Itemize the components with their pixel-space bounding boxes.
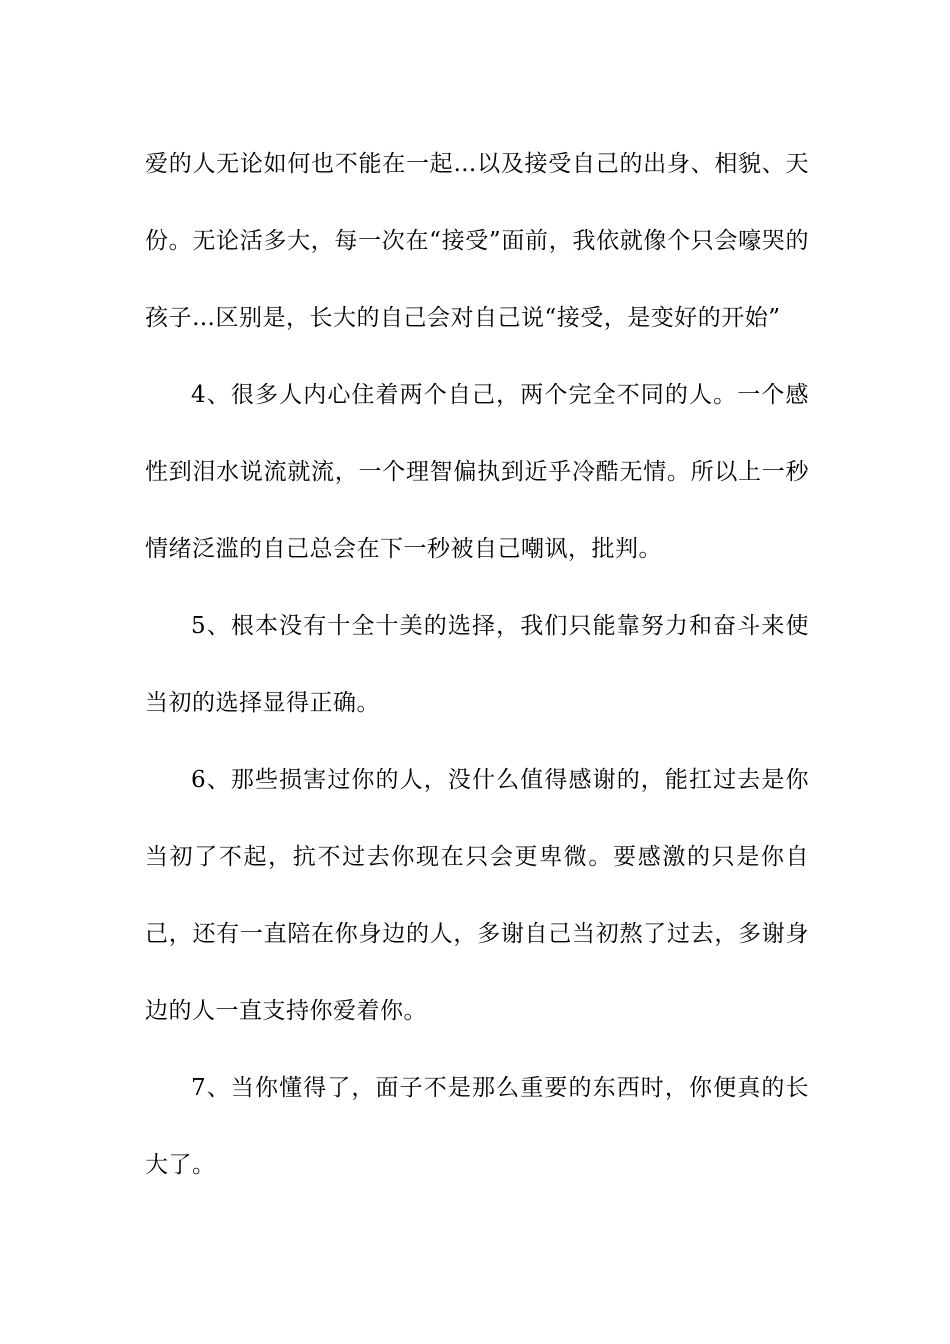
document-body [145,126,809,1204]
paragraph-item-5: 5、根本没有十全十美的选择，我们只能靠努力和奋斗来使当初的选择显得正确。 [145,613,809,716]
paragraph-item-4: 4、很多人内心住着两个自己，两个完全不同的人。一个感性到泪水说流就流，一个理智偏执到近乎冷酷无情。所以上一秒情绪泛滥的自己总会在下一秒被自己嘲讽，批判。 [145,382,809,562]
paragraph-continuation: 爱的人无论如何也不能在一起…以及接受自己的出身、相貌、天份。无论活多大，每一次在“接受”面前，我依就像个只会嚎哭的孩子…区别是，长大的自己会对自己说“接受，是变好的开始” [145,151,809,331]
paragraph-item-7: 7、当你懂得了，面子不是那么重要的东西时，你便真的长大了。 [145,1075,809,1178]
paragraph-item-6: 6、那些损害过你的人，没什么值得感谢的，能扛过去是你当初了不起，抗不过去你现在只会更卑微。要感激的只是你自己，还有一直陪在你身边的人，多谢自己当初熬了过去，多谢身边的人一直支持你爱着你。 [145,767,809,1024]
